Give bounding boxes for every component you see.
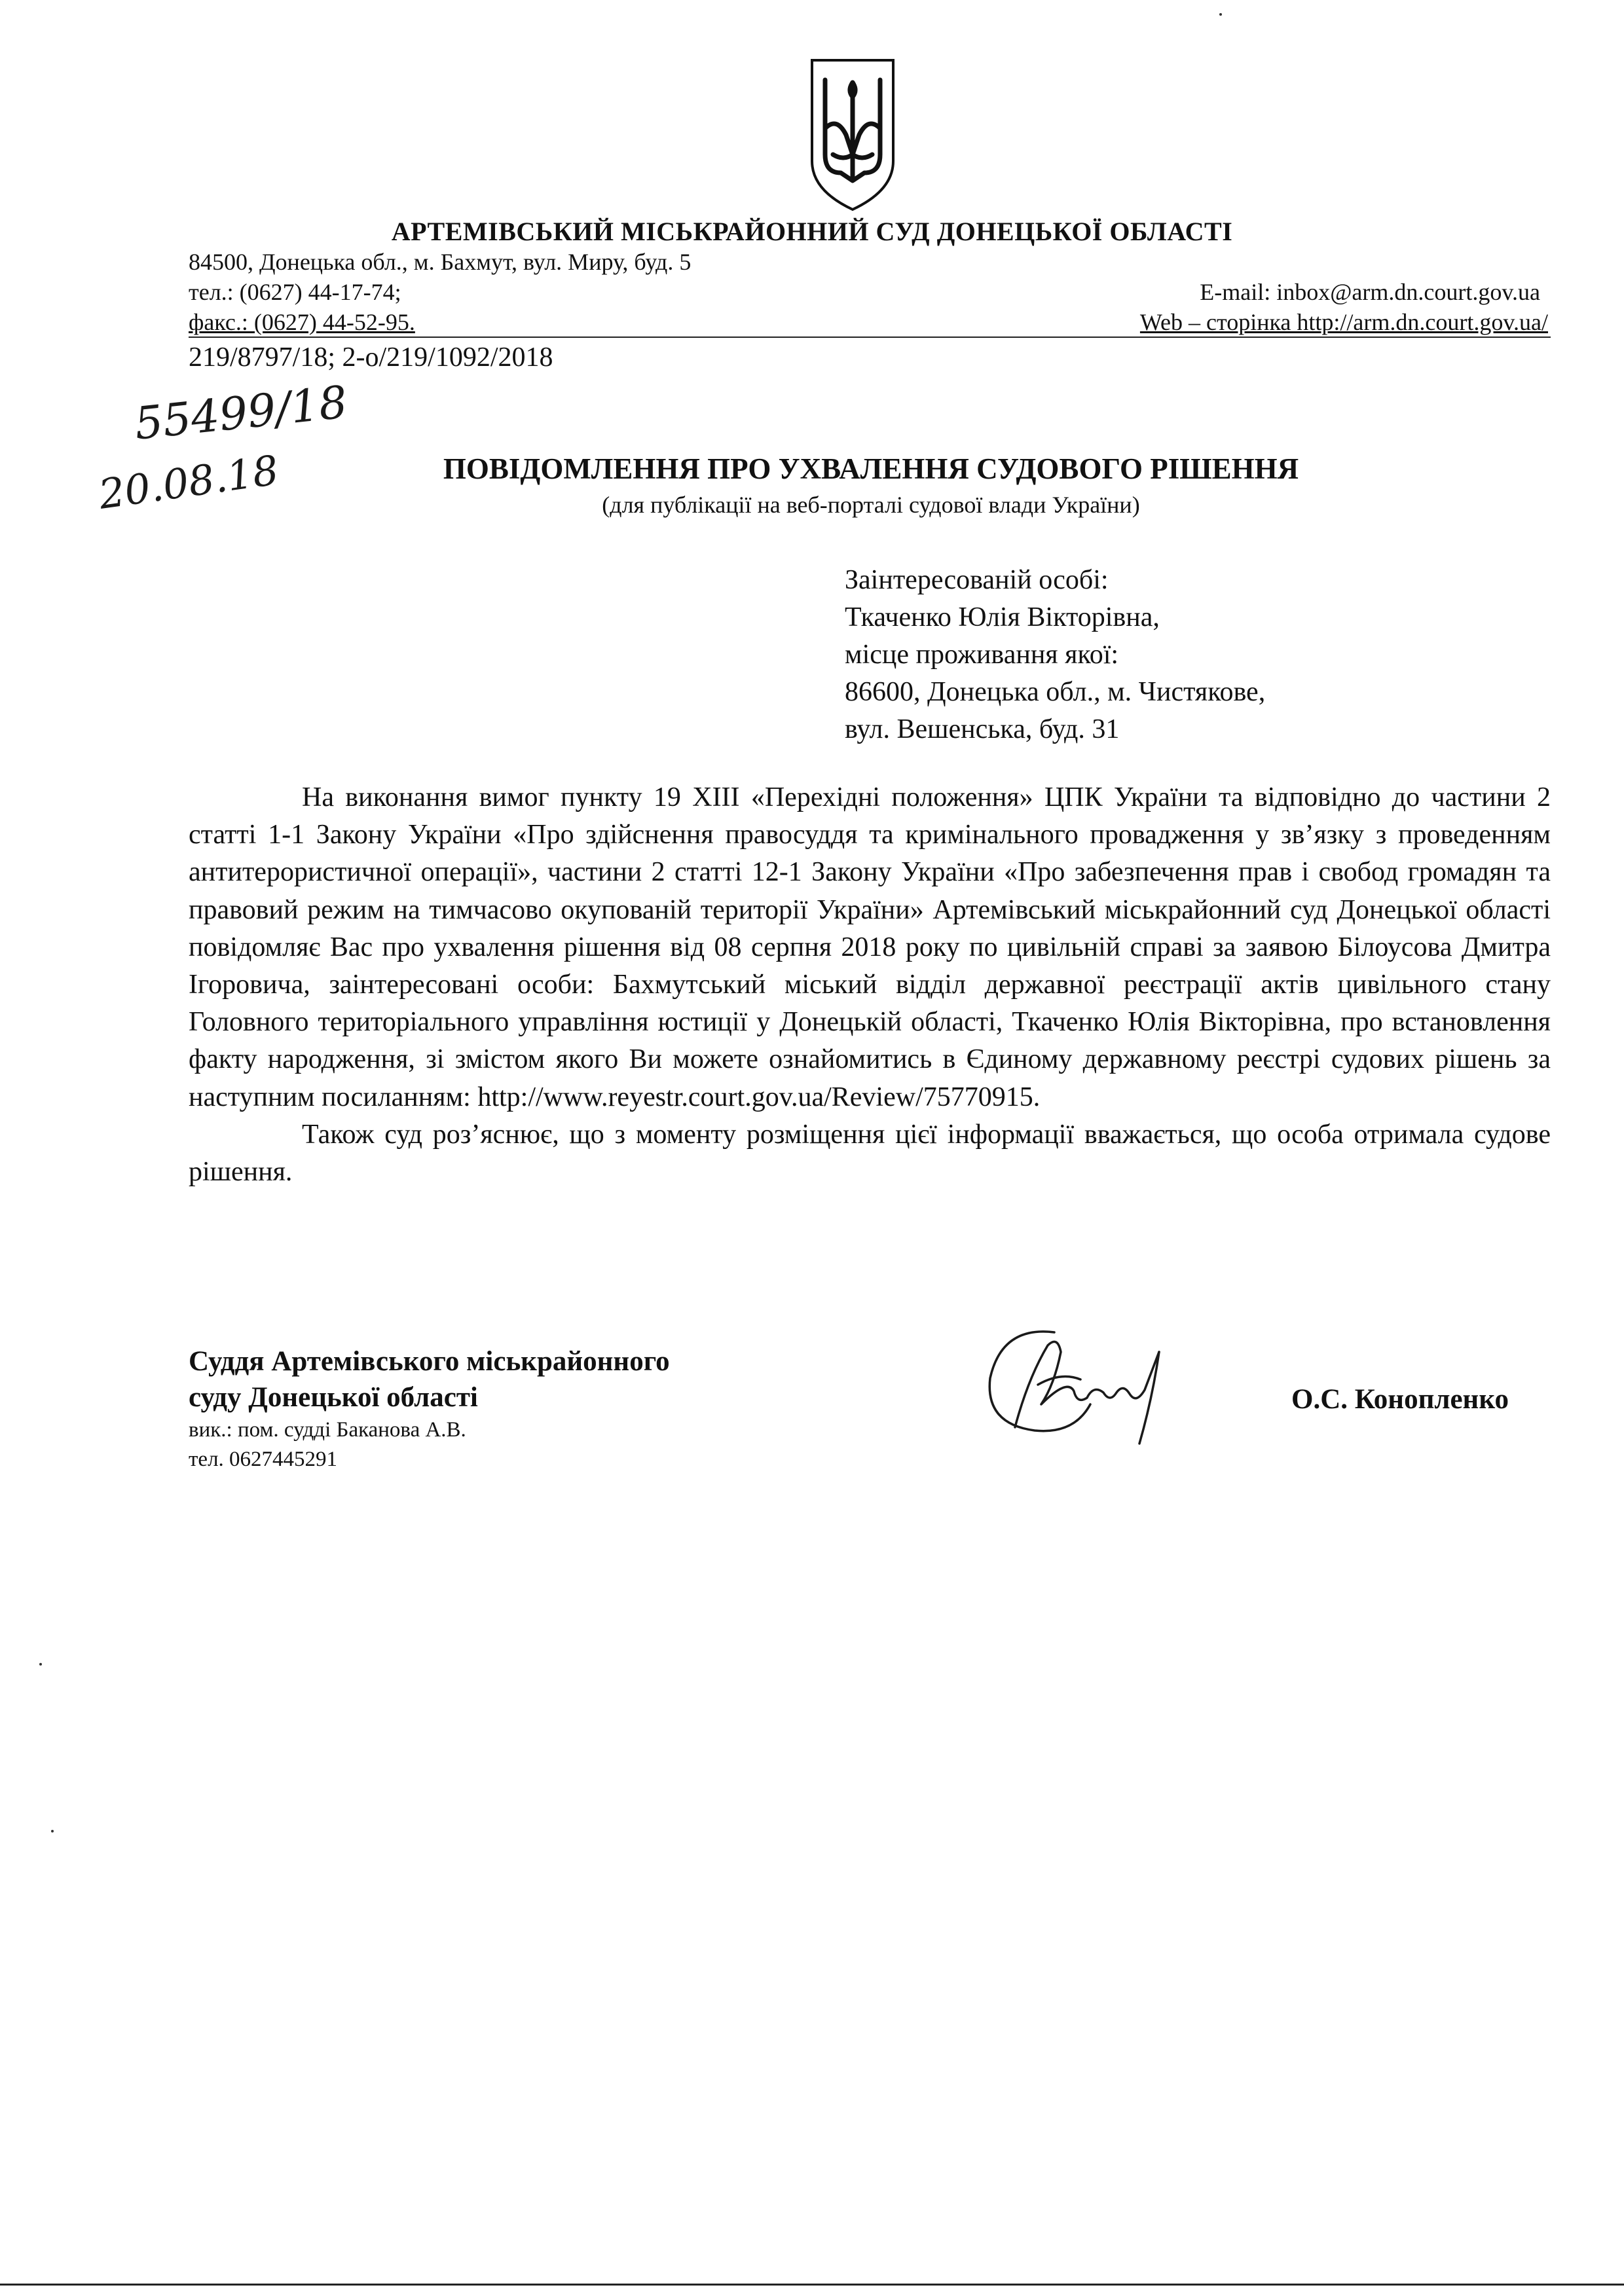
case-number: 219/8797/18; 2-о/219/1092/2018 [189,342,553,373]
handwritten-incoming-date: 20.08.18 [96,446,282,519]
handwritten-signature [976,1306,1192,1457]
court-address: 84500, Донецька обл., м. Бахмут, вул. Миру, буд. 5 [189,249,692,275]
scan-speck [1219,13,1222,16]
addressee-line: Заінтересованій особі: [845,565,1109,595]
scan-edge-line [0,2284,1624,2286]
addressee-line: місце проживання якої: [845,640,1119,670]
judge-title-line: суду Донецької області [189,1382,478,1413]
body-paragraph: Також суд роз’яснює, що з моменту розміщення цієї інформації вважається, що особа отримала судове рішення. [189,1119,1551,1188]
addressee-block [845,562,1265,748]
court-phone: тел.: (0627) 44-17-74; [189,279,401,305]
coat-of-arms-icon [807,56,898,213]
notice-body [189,779,1551,1191]
scan-speck [51,1830,54,1832]
court-name: АРТЕМІВСЬКИЙ МІСЬКРАЙОННИЙ СУД ДОНЕЦЬКОЇ ОБЛАСТІ [391,217,1233,246]
judge-name: О.С. Конопленко [1291,1384,1509,1415]
addressee-line: вул. Вешенська, буд. 31 [845,714,1120,744]
body-paragraph: На виконання вимог пункту 19 XIII «Перехідні положення» ЦПК України та відповідно до частини 2 статті 1-1 Закону України «Про здійснення правосуддя та кримінального провадження у зв’язку з проведенням антитерористичної операції», частини 2 статті 12-1 Закону України «Про забезпечення прав і свобод громадян та правовий режим на тимчасово окупованій території України» Артемівський міськрайонний суд Донецької області повідомляє Вас про ухвалення рішення від 08 серпня 2018 року по цивільній справі за заявою Білоусова Дмитра Ігоровича, заінтересовані особи: Бахмутський міський відділ державної реєстрації актів цивільного стану Головного територіального управління юстиції у Донецькій області, Ткаченко Юлія Вікторівна, про встановлення факту народження, зі змістом якого Ви можете ознайомитись в Єдиному державному реєстрі судових рішень за наступним посиланням: http://www.reyestr.court.gov.ua/Review/75770915. [189,782,1551,1112]
notice-title: ПОВІДОМЛЕННЯ ПРО УХВАЛЕННЯ СУДОВОГО РІШЕННЯ [443,452,1299,485]
addressee-line: Ткаченко Юлія Вікторівна, [845,602,1160,632]
court-website: Web – сторінка http://arm.dn.court.gov.ua/ [1139,309,1548,335]
signatory-block [189,1343,670,1474]
notice-subtitle: (для публікації на веб-порталі судової влади України) [602,492,1140,518]
header-divider [189,337,1551,338]
handwritten-incoming-number: 55499/18 [132,376,350,450]
executor-name: вик.: пом. судді Баканова А.В. [189,1418,466,1442]
executor-phone: тел. 0627445291 [189,1448,338,1471]
judge-title-line: Суддя Артемівського міськрайонного [189,1346,670,1377]
scan-speck [39,1663,42,1666]
court-fax: факс.: (0627) 44-52-95. [189,309,415,335]
addressee-line: 86600, Донецька обл., м. Чистякове, [845,677,1266,707]
court-email: E-mail: inbox@arm.dn.court.gov.ua [1200,279,1540,305]
